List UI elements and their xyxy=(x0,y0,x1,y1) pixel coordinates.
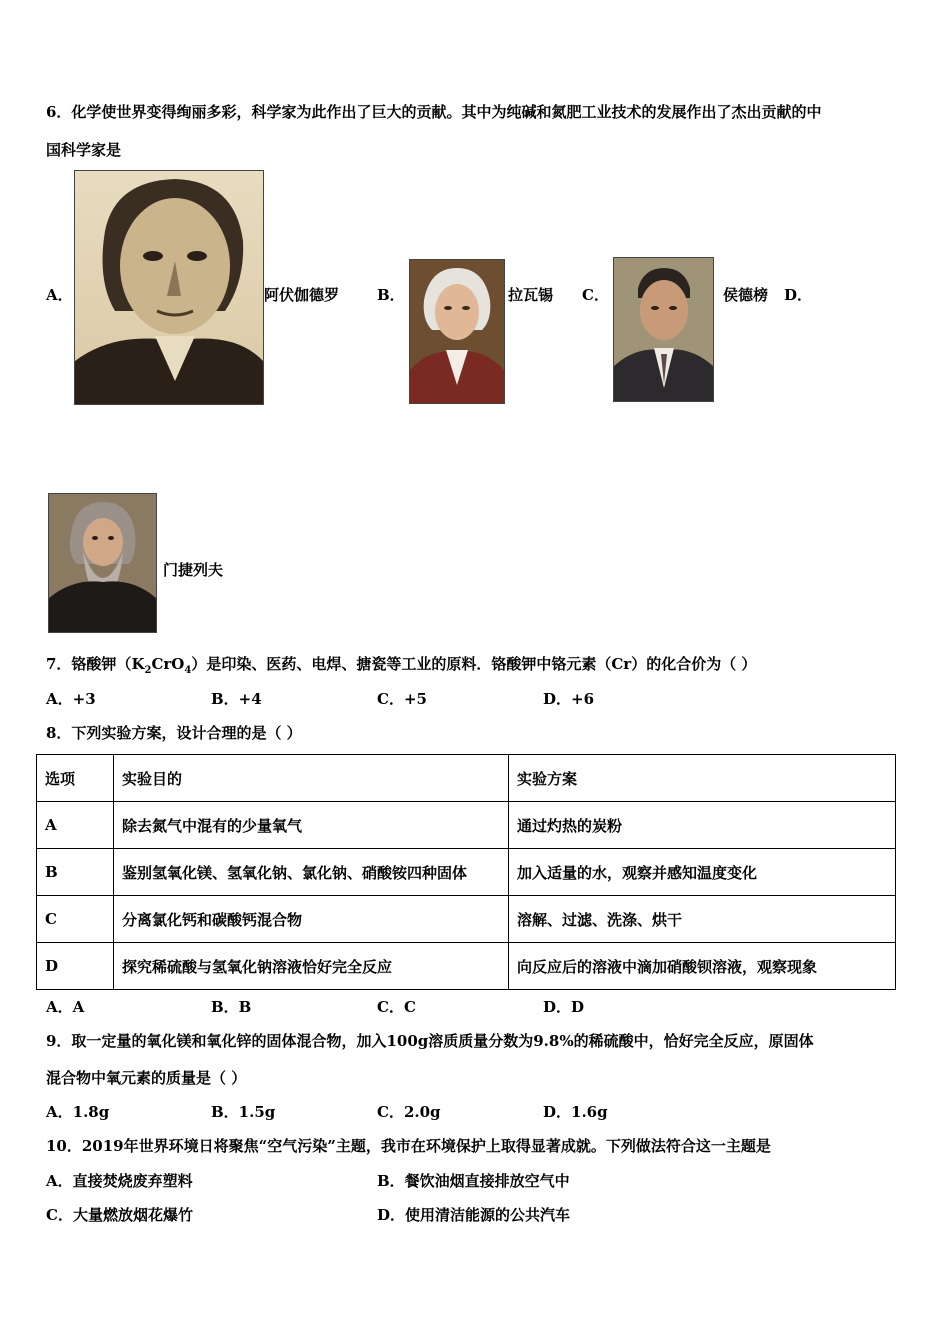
q6-option-a-key: A． xyxy=(46,286,73,304)
q6-stem-line1: 6．化学使世界变得绚丽多彩，科学家为此作出了巨大的贡献。其中为纯碱和氮肥工业技术的发展作出了杰出贡献的中 xyxy=(46,103,822,121)
q6-option-b-name: 拉瓦锡 xyxy=(508,286,554,304)
table-header-row xyxy=(37,755,896,802)
q9-stem-line2: 混合物中氧元素的质量是（ ） xyxy=(46,1069,247,1087)
row-plan: 通过灼热的炭粉 xyxy=(509,802,896,849)
q8-option-d: D．D xyxy=(543,998,585,1016)
row-plan: 加入适量的水，观察并感知温度变化 xyxy=(509,849,896,896)
row-purpose: 分离氯化钙和碳酸钙混合物 xyxy=(114,896,509,943)
header-option: 选项 xyxy=(37,755,114,802)
row-option: A xyxy=(37,802,114,849)
q10-option-c: C．大量燃放烟花爆竹 xyxy=(46,1206,193,1224)
lavoisier-portrait xyxy=(409,259,505,404)
header-plan: 实验方案 xyxy=(509,755,896,802)
q8-option-c: C．C xyxy=(377,998,416,1016)
q8-option-a: A．A xyxy=(46,998,85,1016)
q9-option-c: C．2.0g xyxy=(377,1103,441,1121)
hou-debang-portrait xyxy=(613,257,714,402)
q8-option-b: B．B xyxy=(211,998,252,1016)
q6-option-c-key: C． xyxy=(582,286,609,304)
header-purpose: 实验目的 xyxy=(114,755,509,802)
q10-option-d: D．使用清洁能源的公共汽车 xyxy=(377,1206,571,1224)
table-row xyxy=(37,896,896,943)
q7-option-a: A．+3 xyxy=(46,690,96,708)
row-plan: 向反应后的溶液中滴加硝酸钡溶液，观察现象 xyxy=(509,943,896,990)
q8-stem: 8．下列实验方案，设计合理的是（ ） xyxy=(46,724,302,742)
q7-option-d: D．+6 xyxy=(543,690,595,708)
table-row xyxy=(37,943,896,990)
row-purpose: 探究稀硫酸与氢氧化钠溶液恰好完全反应 xyxy=(114,943,509,990)
q8-experiment-table xyxy=(36,754,896,990)
q7-stem: 7．铬酸钾$(K_2CrO_4)$是印染、医药、电焊、搪瓷等工业的原料．铬酸钾中铬元素（Cr）的化合价为（ ） xyxy=(46,655,757,676)
q9-option-d: D．1.6g xyxy=(543,1103,608,1121)
q9-option-b: B．1.5g xyxy=(211,1103,276,1121)
q6-option-c-name: 侯德榜 xyxy=(723,286,769,304)
row-purpose: 鉴别氢氧化镁、氢氧化钠、氯化钠、硝酸铵四种固体 xyxy=(114,849,509,896)
q6-option-d-key: D． xyxy=(784,286,813,304)
q6-option-d-name: 门捷列夫 xyxy=(163,561,224,579)
table-row xyxy=(37,849,896,896)
q6-option-b-key: B． xyxy=(377,286,405,304)
row-option: D xyxy=(37,943,114,990)
avogadro-portrait xyxy=(74,170,264,405)
q9-stem-line1: 9．取一定量的氧化镁和氧化锌的固体混合物，加入100g溶质质量分数为9.8%的稀硫酸中，恰好完全反应，原固体 xyxy=(46,1032,814,1050)
row-purpose: 除去氮气中混有的少量氧气 xyxy=(114,802,509,849)
q10-option-b: B．餐饮油烟直接排放空气中 xyxy=(377,1172,570,1190)
q6-stem-line2: 国科学家是 xyxy=(46,141,122,159)
q9-option-a: A．1.8g xyxy=(46,1103,110,1121)
q6-option-a-name: 阿伏伽德罗 xyxy=(264,286,340,304)
q7-option-b: B．+4 xyxy=(211,690,262,708)
q7-option-c: C．+5 xyxy=(377,690,427,708)
row-option: B xyxy=(37,849,114,896)
row-plan: 溶解、过滤、洗涤、烘干 xyxy=(509,896,896,943)
mendeleev-portrait xyxy=(48,493,157,633)
row-option: C xyxy=(37,896,114,943)
table-row xyxy=(37,802,896,849)
q10-option-a: A．直接焚烧废弃塑料 xyxy=(46,1172,193,1190)
q10-stem: 10．2019年世界环境日将聚焦“空气污染”主题，我市在环境保护上取得显著成就。下列做法符合这一主题是 xyxy=(46,1137,771,1155)
